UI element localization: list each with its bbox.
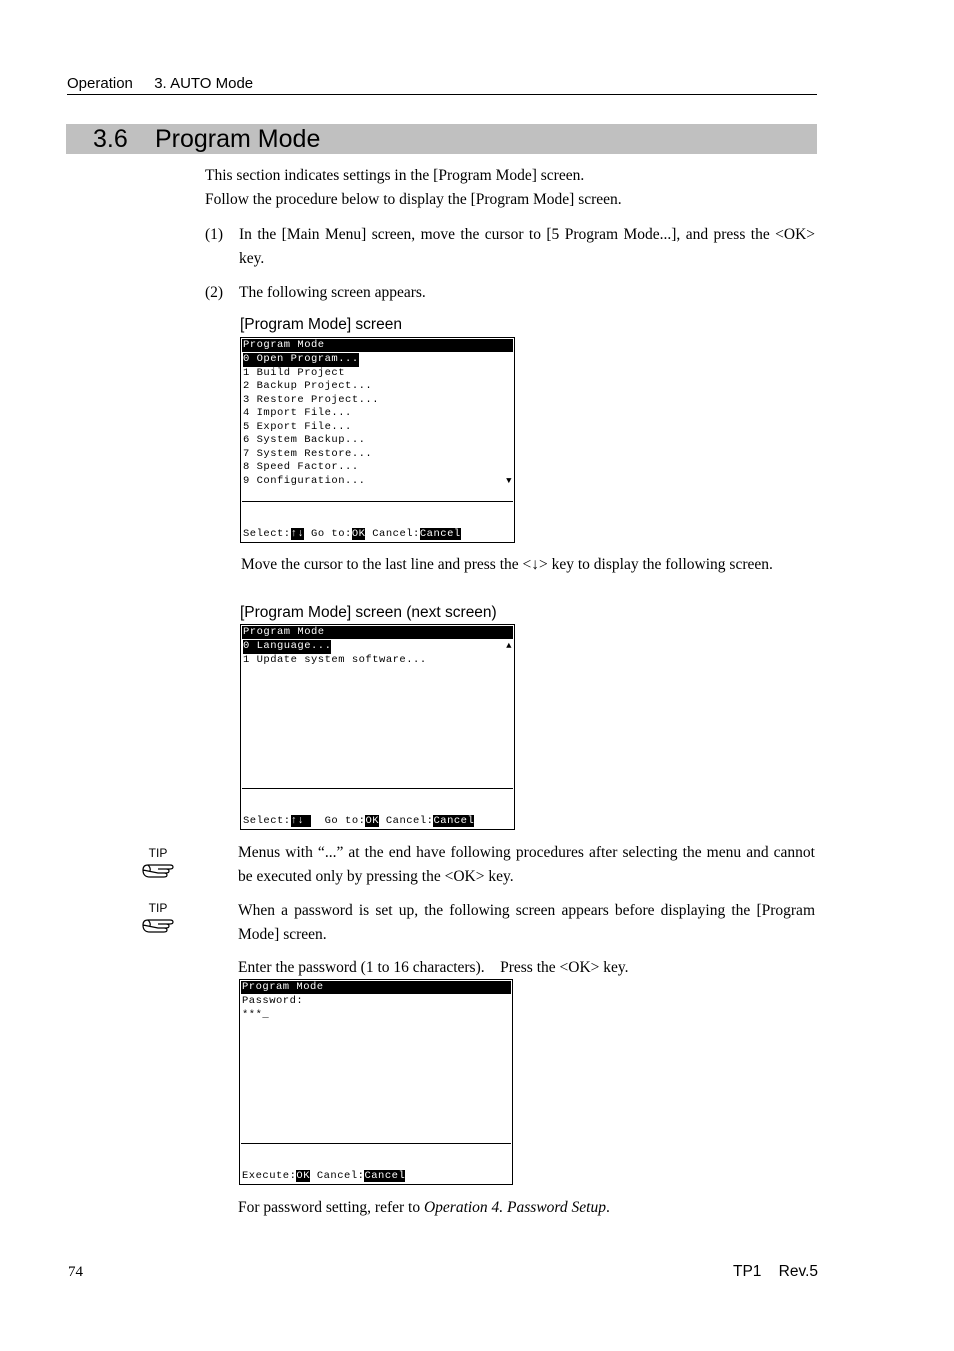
move-cursor-text: Move the cursor to the last line and press the <↓> key to display the following screen. (241, 556, 773, 573)
section-title-bar (66, 124, 817, 154)
goto-label: Go to: (311, 815, 366, 827)
step-1-text: In the [Main Menu] screen, move the cursor to [5 Program Mode...], and press the <OK> key. (239, 226, 815, 267)
cancel-key[interactable]: Cancel (419, 528, 461, 540)
running-header-chapter: Operation (67, 75, 133, 92)
running-header-section: 3. AUTO Mode (154, 75, 254, 92)
menu-item-restore-project[interactable]: 3 Restore Project... (243, 393, 380, 406)
menu-item-system-backup[interactable]: 6 System Backup... (243, 434, 366, 446)
cancel-label: Cancel: (365, 528, 420, 540)
menu-item-language[interactable]: 0 Language... (243, 640, 332, 652)
menu-item-open-program[interactable]: 0 Open Program... (243, 353, 359, 365)
cancel-key[interactable]: Cancel (433, 815, 475, 827)
running-header (67, 75, 817, 95)
tip-2-label: TIP (148, 901, 168, 915)
screen1-footer (243, 528, 461, 542)
pointing-hand-icon (140, 916, 176, 934)
document-id: TP1 Rev.5 (733, 1263, 818, 1280)
screen1-title: Program Mode (242, 339, 513, 352)
section-title: Program Mode (155, 125, 321, 153)
password-ref-prefix: For password setting, refer to (238, 1199, 424, 1216)
execute-label: Execute: (242, 1170, 297, 1182)
menu-item-speed-factor[interactable]: 8 Speed Factor... (243, 461, 359, 473)
password-instruction: Enter the password (1 to 16 characters). Press the <OK> key. (238, 959, 629, 976)
screen3-divider (241, 1143, 511, 1144)
page-number: 74 (68, 1264, 83, 1280)
tip-2-text: When a password is set up, the following screen appears before displaying the [Program Mode] screen. (238, 902, 815, 943)
select-key: ↑↓ (290, 528, 305, 540)
screen3-footer (242, 1170, 405, 1184)
password-ref-link: Operation 4. Password Setup (423, 1199, 606, 1216)
select-label: Select: (243, 528, 291, 540)
menu-item-update-system-software[interactable]: 1 Update system software... (243, 653, 427, 666)
intro-paragraph (205, 164, 817, 212)
cancel-label: Cancel: (379, 815, 434, 827)
intro-line-1: This section indicates settings in the [Program Mode] screen. (205, 167, 585, 184)
menu-item-system-restore[interactable]: 7 System Restore... (243, 447, 373, 460)
step-1-number: (1) (205, 226, 224, 243)
tip-1-label: TIP (148, 846, 168, 860)
intro-line-2: Follow the procedure below to display the [Program Mode] screen. (205, 191, 622, 208)
screen2-divider (242, 788, 513, 789)
menu-item-import-file[interactable]: 4 Import File... (243, 407, 352, 419)
tip-1-text: Menus with “...” at the end have following procedures after selecting the menu and cannot be executed only by pressing the <OK> key. (238, 844, 815, 885)
screen2-title: Program Mode (242, 626, 513, 639)
screen1-caption: [Program Mode] screen (240, 316, 402, 333)
password-input[interactable]: ***_ (242, 1008, 270, 1021)
select-key: ↑↓ (290, 815, 312, 827)
scroll-up-icon: ▲ (506, 641, 512, 651)
section-number: 3.6 (93, 125, 128, 153)
password-label: Password: (242, 995, 304, 1007)
cancel-label: Cancel: (310, 1170, 365, 1182)
menu-item-backup-project[interactable]: 2 Backup Project... (243, 380, 373, 392)
ok-key[interactable]: OK (351, 528, 366, 540)
step-2 (205, 281, 815, 307)
ok-key[interactable]: OK (296, 1170, 311, 1182)
scroll-down-icon: ▼ (506, 476, 512, 486)
screen3-title: Program Mode (241, 981, 511, 994)
screen2-caption: [Program Mode] screen (next screen) (240, 604, 497, 621)
program-mode-next-screen (240, 624, 515, 830)
menu-item-configuration[interactable]: 9 Configuration... (243, 474, 366, 487)
step-2-text: The following screen appears. (239, 284, 426, 301)
program-mode-screen (240, 337, 515, 543)
step-2-number: (2) (205, 284, 224, 301)
select-label: Select: (243, 815, 291, 827)
ok-key[interactable]: OK (365, 815, 380, 827)
screen1-divider (242, 501, 513, 502)
tip-2-marker (138, 901, 178, 934)
goto-label: Go to: (304, 528, 352, 540)
password-screen (239, 979, 513, 1185)
screen2-footer (243, 815, 474, 829)
password-reference (238, 1196, 610, 1220)
menu-item-build-project[interactable]: 1 Build Project (243, 366, 346, 379)
pointing-hand-icon (140, 861, 176, 879)
password-ref-suffix: . (605, 1199, 610, 1216)
tip-1-marker (138, 846, 178, 879)
step-1 (205, 223, 815, 273)
menu-item-export-file[interactable]: 5 Export File... (243, 420, 352, 433)
cancel-key[interactable]: Cancel (364, 1170, 406, 1182)
